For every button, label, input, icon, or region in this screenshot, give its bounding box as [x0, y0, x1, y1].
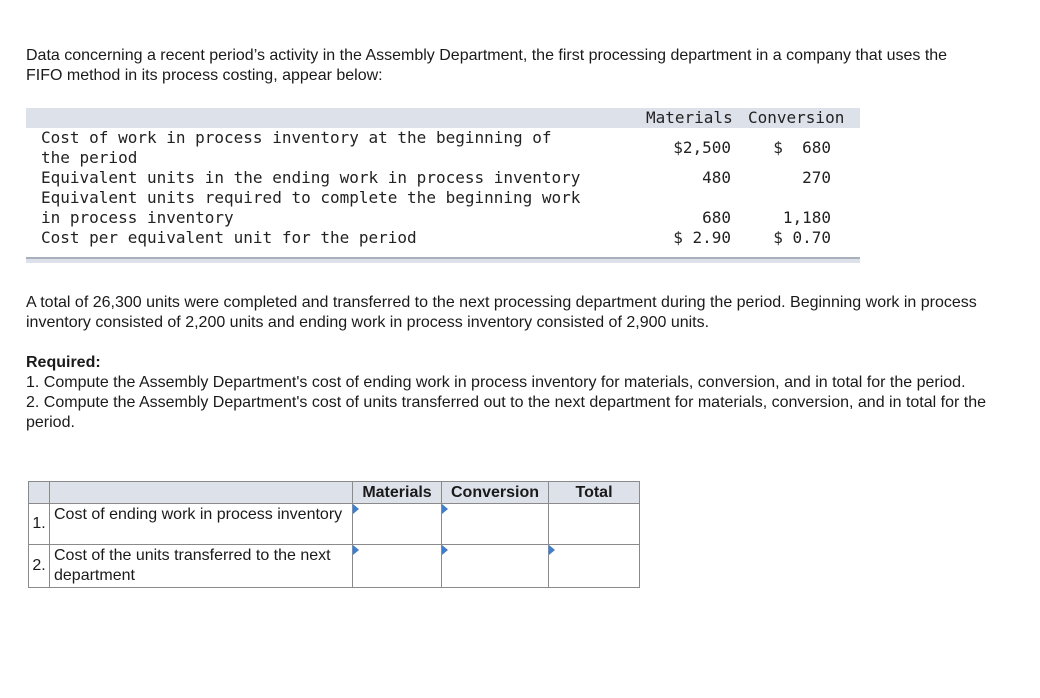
- input-marker-icon: [353, 504, 359, 514]
- required-title: Required:: [26, 354, 101, 371]
- transferred-materials-input[interactable]: [353, 545, 442, 588]
- answer-row-1: [29, 504, 640, 545]
- answer-header-materials: Materials: [353, 482, 442, 504]
- row-ending-eu-materials: 480: [702, 168, 731, 187]
- row-cost-per-eu-conversion: $ 0.70: [773, 228, 831, 247]
- header-blank-num: [29, 482, 50, 504]
- row-complete-beginning-eu-conversion: 1,180: [782, 208, 831, 227]
- units-paragraph: A total of 26,300 units were completed and transferred to the next processing department during the period. Beginning work in process inventory consisted of 2,200 units and ending work in process inventory consisted of 2,900 units.: [26, 294, 977, 331]
- row-complete-beginning-eu-materials: 680: [702, 208, 731, 227]
- row-ending-eu-label: Equivalent units in the ending work in process inventory: [41, 168, 581, 187]
- answer-header-conversion: Conversion: [442, 482, 549, 504]
- ending-wip-materials-input[interactable]: [353, 504, 442, 545]
- input-marker-icon: [442, 545, 448, 555]
- required-item-2: 2. Compute the Assembly Department's cost of units transferred out to the next department for materials, conversion, and in total for the period.: [26, 394, 986, 431]
- input-marker-icon: [442, 504, 448, 514]
- input-marker-icon: [353, 545, 359, 555]
- answer-row-1-label: Cost of ending work in process inventory: [50, 504, 353, 545]
- row-beginning-wip-cost-label: Cost of work in process inventory at the beginning of the period: [41, 128, 552, 167]
- answer-row-2: [29, 545, 640, 588]
- answer-row-2-label: Cost of the units transferred to the next department: [50, 545, 353, 588]
- intro-text: Data concerning a recent period’s activity in the Assembly Department, the first processing department in a company that uses the FIFO method in its process costing, appear below:: [26, 47, 948, 84]
- row-complete-beginning-eu-label: Equivalent units required to complete the beginning work in process inventory: [41, 188, 581, 227]
- transferred-total-input[interactable]: [549, 545, 640, 588]
- header-materials: Materials: [646, 108, 733, 127]
- row-beginning-wip-cost-materials: $2,500: [673, 138, 731, 157]
- row-cost-per-eu-materials: $ 2.90: [673, 228, 731, 247]
- answer-header-row: [29, 482, 640, 504]
- row-ending-eu-conversion: 270: [802, 168, 831, 187]
- header-blank-label: [50, 482, 353, 504]
- row-beginning-wip-cost-conversion: $ 680: [773, 138, 831, 157]
- answer-row-1-number: 1.: [29, 504, 50, 545]
- answer-header-total: Total: [549, 482, 640, 504]
- data-table-header-band: [26, 108, 860, 128]
- ending-wip-conversion-input[interactable]: [442, 504, 549, 545]
- data-table: [26, 108, 860, 263]
- required-section: [26, 353, 986, 433]
- required-item-1: 1. Compute the Assembly Department's cost of ending work in process inventory for materials, conversion, and in total for the period.: [26, 374, 966, 391]
- input-marker-icon: [549, 545, 555, 555]
- data-table-bottom-rule: [26, 257, 860, 263]
- header-conversion: Conversion: [748, 108, 845, 127]
- answer-row-2-number: 2.: [29, 545, 50, 588]
- answer-table: [28, 481, 640, 588]
- row-cost-per-eu-label: Cost per equivalent unit for the period: [41, 228, 417, 247]
- transferred-conversion-input[interactable]: [442, 545, 549, 588]
- ending-wip-total-input[interactable]: [549, 504, 640, 545]
